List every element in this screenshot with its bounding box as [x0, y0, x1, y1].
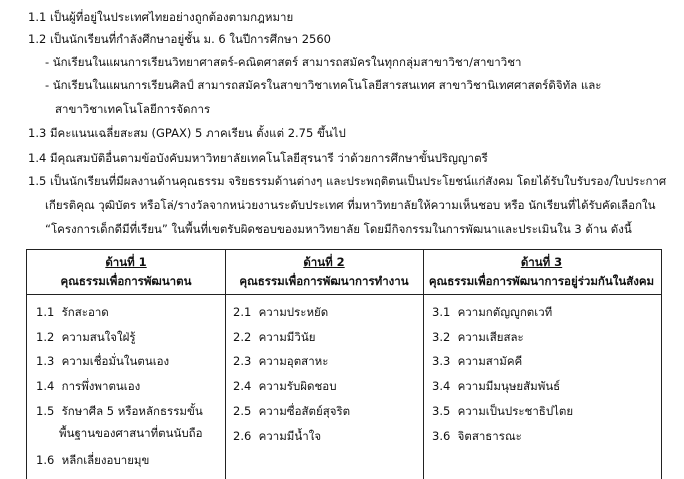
virtue-table — [26, 249, 662, 479]
criterion-1-1: 1.1 เป็นผู้ที่อยู่ในประเทศไทยอย่างถูกต้องตามกฎหมาย — [28, 10, 294, 24]
list-item: 2.4 ความรับผิดชอบ — [233, 379, 337, 393]
column-subheading: คุณธรรมเพื่อการพัฒนาการอยู่ร่วมกันในสังคม — [428, 274, 655, 288]
list-item: 1.6 หลีกเลี่ยงอบายมุข — [36, 453, 150, 467]
list-item: 1.4 การพึ่งพาตนเอง — [36, 379, 141, 393]
list-item: 1.2 ความสนใจใฝ่รู้ — [36, 330, 136, 344]
table-column-2 — [225, 250, 423, 479]
list-item: 3.1 ความกตัญญูกตเวที — [432, 305, 553, 319]
criterion-1-2-bullet-arts: - นักเรียนในแผนการเรียนศิลป์ สามารถสมัครในสาขาวิชาเทคโนโลยีสารสนเทศ สาขาวิชานิเทศศาสตร์ดิจิทัล และ — [45, 78, 602, 92]
criterion-1-2-bullet-science: - นักเรียนในแผนการเรียนวิทยาศาสตร์-คณิตศาสตร์ สามารถสมัครในทุกกลุ่มสาขาวิชา/สาขาวิชา — [45, 55, 522, 69]
list-item: 3.2 ความเสียสละ — [432, 330, 524, 344]
criterion-1-3: 1.3 มีคะแนนเฉลี่ยสะสม (GPAX) 5 ภาคเรียน ตั้งแต่ 2.75 ขึ้นไป — [28, 126, 346, 140]
table-column-1 — [27, 250, 225, 479]
column-subheading: คุณธรรมเพื่อการพัฒนาตน — [60, 274, 192, 288]
list-item: 3.4 ความมีมนุษยสัมพันธ์ — [432, 379, 561, 393]
list-item: 3.6 จิตสาธารณะ — [432, 429, 522, 443]
criterion-1-2-bullet-arts-cont: สาขาวิชาเทคโนโลยีการจัดการ — [55, 102, 211, 116]
list-item: 2.1 ความประหยัด — [233, 305, 329, 319]
list-item: 2.6 ความมีน้ำใจ — [233, 429, 322, 443]
list-item: 1.1 รักสะอาด — [36, 305, 109, 319]
list-item: 2.5 ความซื่อสัตย์สุจริต — [233, 404, 351, 418]
criterion-1-5: 1.5 เป็นนักเรียนที่มีผลงานด้านคุณธรรม จริยธรรมด้านต่างๆ และประพฤติตนเป็นประโยชน์แก่สังคม โดยได้รับใบรับรอง/ใบประกาศ — [28, 174, 667, 188]
column-heading: ด้านที่ 3 — [520, 255, 563, 269]
column-subheading: คุณธรรมเพื่อการพัฒนาการทำงาน — [239, 274, 409, 288]
criterion-1-4: 1.4 มีคุณสมบัติอื่นตามข้อบังคับมหาวิทยาลัยเทคโนโลยีสุรนารี ว่าด้วยการศึกษาขั้นปริญญาตรี — [28, 151, 488, 165]
criterion-1-2: 1.2 เป็นนักเรียนที่กำลังศึกษาอยู่ชั้น ม. 6 ในปีการศึกษา 2560 — [28, 32, 331, 46]
list-item: 3.5 ความเป็นประชาธิปไตย — [432, 404, 574, 418]
criterion-1-5-cont-2: “โครงการเด็กดีมีที่เรียน” ในพื้นที่เขตรับผิดชอบของมหาวิทยาลัย โดยมีกิจกรรมในการพัฒนาและประเมินใน 3 ด้าน ดังนี้ — [45, 222, 632, 236]
list-item: 1.3 ความเชื่อมั่นในตนเอง — [36, 354, 170, 368]
list-item: 2.3 ความอุตสาหะ — [233, 354, 329, 368]
criterion-1-5-cont-1: เกียรติคุณ วุฒิบัตร หรือโล่/รางวัลจากหน่วยงานระดับประเทศ ที่มหาวิทยาลัยให้ความเห็นชอบ หรือ นักเรียนที่ได้รับคัดเลือกใน — [45, 198, 656, 212]
list-item-continuation: พื้นฐานของศาสนาที่ตนนับถือ — [59, 426, 203, 440]
list-item: 3.3 ความสามัคคี — [432, 354, 523, 368]
list-item: 2.2 ความมีวินัย — [233, 330, 316, 344]
list-item: 1.5 รักษาศีล 5 หรือหลักธรรมขั้น — [36, 404, 203, 418]
column-heading: ด้านที่ 1 — [105, 255, 147, 269]
table-column-3 — [423, 250, 660, 479]
column-heading: ด้านที่ 2 — [303, 255, 345, 269]
